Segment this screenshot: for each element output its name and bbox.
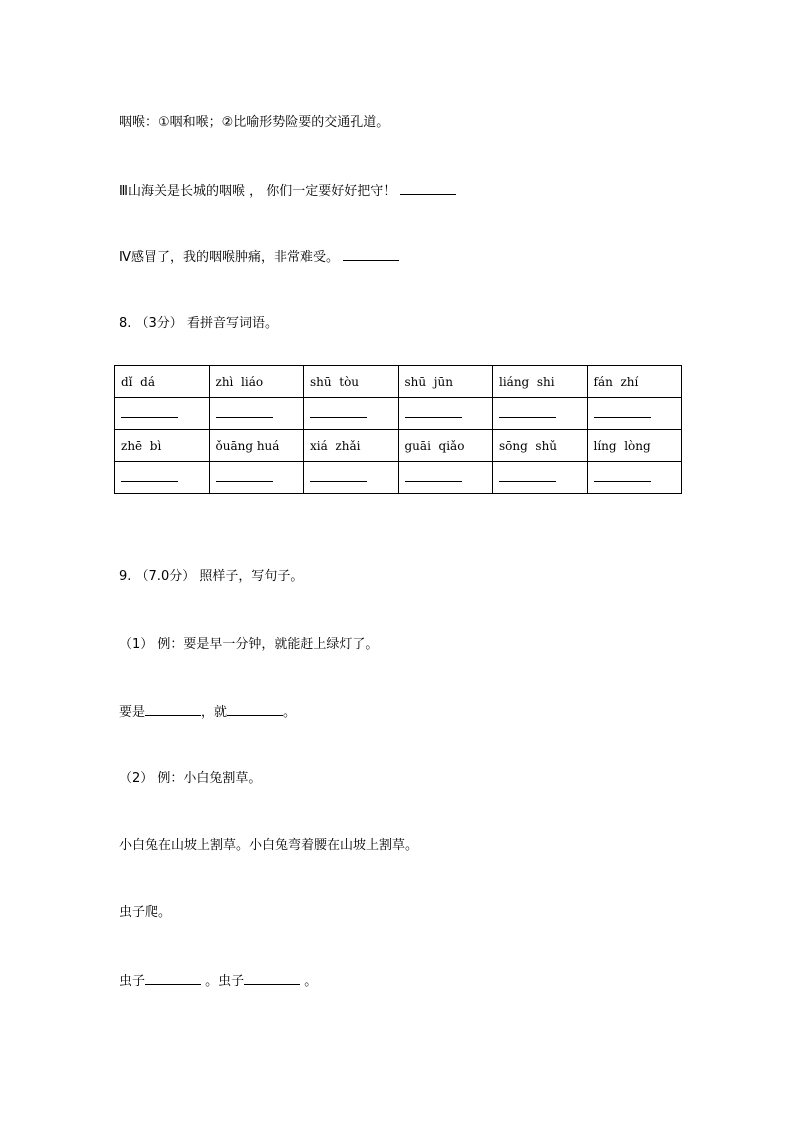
answer-blank[interactable] [121, 471, 178, 482]
pinyin-cell: líng lòng [587, 430, 682, 462]
q9-part2-example: （2） 例：小白兔割草。 [119, 771, 262, 786]
q9-part2-sample: 小白兔在山坡上割草。小白兔弯着腰在山坡上割草。 [119, 838, 419, 853]
pinyin-cell: shū tòu [304, 366, 399, 398]
answer-blank-9-2a[interactable] [145, 972, 201, 985]
answer-blank[interactable] [405, 407, 462, 418]
pinyin-cell: zhì liáo [209, 366, 304, 398]
pinyin-cell: guāi qiǎo [398, 430, 493, 462]
question-9-title: 9. （7.0分） 照样子，写句子。 [119, 569, 304, 584]
answer-blank[interactable] [310, 407, 367, 418]
answer-blank[interactable] [216, 471, 273, 482]
answer-blank[interactable] [216, 407, 273, 418]
sentence-4-text: Ⅳ感冒了，我的咽喉肿痛，非常难受。 [119, 250, 339, 265]
answer-blank-9-2b[interactable] [244, 972, 300, 985]
answer-cell [115, 462, 210, 494]
answer-blank[interactable] [310, 471, 367, 482]
answer-cell [304, 398, 399, 430]
pinyin-cell: ǒuāng huá [209, 430, 304, 462]
sentence-3 [119, 182, 456, 201]
answer-cell [304, 462, 399, 494]
answer-blank[interactable] [594, 407, 651, 418]
q9-part1-end: 。 [283, 705, 297, 720]
answer-blank[interactable] [121, 407, 178, 418]
answer-blank-3[interactable] [400, 182, 456, 195]
q9-part2-prefix: 虫子 [119, 974, 146, 989]
q9-part2-answer [119, 972, 317, 991]
pinyin-cell: shū jūn [398, 366, 493, 398]
answer-blank[interactable] [405, 471, 462, 482]
definition-line: 咽喉：①咽和喉；②比喻形势险要的交通孔道。 [119, 115, 390, 130]
pinyin-cell: sōng shǔ [493, 430, 588, 462]
sentence-3-text: Ⅲ山海关是长城的咽喉 ， 你们一定要好好把守！ [119, 184, 397, 199]
answer-cell [398, 462, 493, 494]
q9-part1-middle: ，就 [201, 705, 228, 720]
pinyin-table [114, 365, 682, 494]
answer-cell [493, 462, 588, 494]
q9-part1-answer [119, 703, 296, 722]
sentence-4 [119, 248, 399, 267]
answer-cell [209, 398, 304, 430]
answer-row [115, 462, 682, 494]
answer-row [115, 398, 682, 430]
pinyin-cell: liáng shi [493, 366, 588, 398]
q9-part1-example: （1） 例：要是早一分钟，就能赶上绿灯了。 [119, 637, 379, 652]
answer-blank-9-1a[interactable] [145, 703, 201, 716]
answer-blank-9-1b[interactable] [227, 703, 283, 716]
answer-cell [115, 398, 210, 430]
pinyin-cell: fán zhí [587, 366, 682, 398]
q9-part2-prompt: 虫子爬。 [119, 905, 172, 920]
q9-part2-end: 。 [300, 974, 318, 989]
answer-blank[interactable] [594, 471, 651, 482]
answer-blank[interactable] [499, 471, 556, 482]
pinyin-row [115, 366, 682, 398]
answer-cell [587, 398, 682, 430]
answer-cell [209, 462, 304, 494]
question-8-title: 8. （3分） 看拼音写词语。 [119, 316, 278, 331]
answer-cell [493, 398, 588, 430]
pinyin-cell: dǐ dá [115, 366, 210, 398]
pinyin-cell: xiá zhǎi [304, 430, 399, 462]
pinyin-row [115, 430, 682, 462]
q9-part1-prefix: 要是 [119, 705, 146, 720]
pinyin-cell: zhē bì [115, 430, 210, 462]
q9-part2-middle: 。虫子 [201, 974, 245, 989]
answer-cell [587, 462, 682, 494]
answer-blank[interactable] [499, 407, 556, 418]
answer-blank-4[interactable] [343, 248, 399, 261]
answer-cell [398, 398, 493, 430]
